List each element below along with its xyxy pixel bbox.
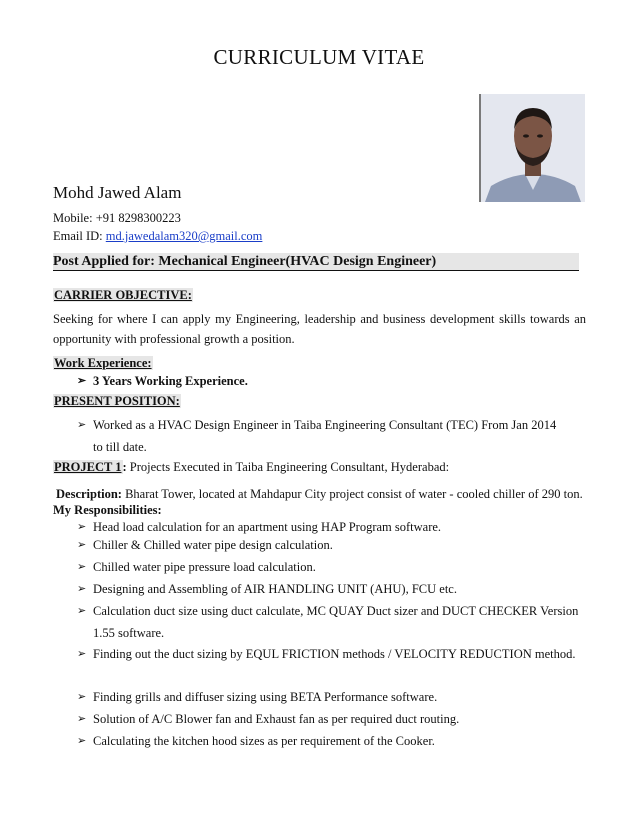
mobile-line <box>53 211 181 226</box>
candidate-name: Mohd Jawed Alam <box>53 183 182 202</box>
arrowhead-bullet-icon: ➢ <box>77 561 87 573</box>
list-item <box>77 708 585 730</box>
experience-heading <box>53 356 153 371</box>
project-line <box>53 460 449 475</box>
list-item-text: Head load calculation for an apartment using HAP Program software. <box>93 520 442 534</box>
present-heading <box>53 394 181 409</box>
mobile-label: Mobile: <box>53 211 93 225</box>
description-label: Description: <box>56 487 122 501</box>
arrowhead-bullet-icon: ➢ <box>77 419 87 431</box>
email-line <box>53 229 262 244</box>
objective-heading-text: CARRIER OBJECTIVE: <box>54 288 192 302</box>
experience-heading-text: Work Experience: <box>54 356 152 370</box>
list-item-text: Chiller & Chilled water pipe design calculation. <box>93 538 333 552</box>
list-item <box>77 578 585 600</box>
experience-item <box>77 370 585 392</box>
list-item-text: Designing and Assembling of AIR HANDLING UNIT (AHU), FCU etc. <box>93 582 457 596</box>
list-item-text: Calculation duct size using duct calculate, MC QUAY Duct sizer and DUCT CHECKER Version 1.55 software. <box>93 604 579 640</box>
list-item-text: Chilled water pipe pressure load calculation. <box>93 560 316 574</box>
profile-photo <box>479 94 585 202</box>
list-item <box>77 730 585 752</box>
list-item <box>77 600 585 644</box>
experience-item-text: 3 Years Working Experience. <box>93 374 248 388</box>
arrowhead-bullet-icon: ➢ <box>77 521 87 533</box>
description-line <box>56 487 583 502</box>
arrowhead-bullet-icon: ➢ <box>77 605 87 617</box>
arrowhead-bullet-icon: ➢ <box>77 583 87 595</box>
arrowhead-bullet-icon: ➢ <box>77 691 87 703</box>
present-item-text: Worked as a HVAC Design Engineer in Taiba Engineering Consultant (TEC) From Jan 2014 to till date. <box>93 418 557 454</box>
arrowhead-bullet-icon: ➢ <box>77 648 87 660</box>
profile-photo-image <box>481 94 585 202</box>
list-item-text: Calculating the kitchen hood sizes as per requirement of the Cooker. <box>93 734 435 748</box>
responsibilities-heading: My Responsibilities: <box>53 503 162 517</box>
list-item-text: Finding out the duct sizing by EQUL FRICTION methods / VELOCITY REDUCTION method. <box>93 647 576 661</box>
list-item <box>77 643 585 665</box>
present-heading-text: PRESENT POSITION: <box>54 394 180 408</box>
arrowhead-bullet-icon: ➢ <box>77 713 87 725</box>
project-colon: : <box>122 460 127 474</box>
description-text: Bharat Tower, located at Mahdapur City project consist of water - cooled chiller of 290 ton. <box>121 487 583 501</box>
project-text: Projects Executed in Taiba Engineering Consultant, Hyderabad: <box>126 460 450 474</box>
project-heading: PROJECT 1 <box>54 460 122 474</box>
email-link[interactable]: md.jawedalam320@gmail.com <box>105 229 263 243</box>
list-item-text: Finding grills and diffuser sizing using BETA Performance software. <box>93 690 438 704</box>
mobile-number: +91 8298300223 <box>95 211 181 225</box>
list-item <box>77 686 585 708</box>
list-item <box>77 534 585 556</box>
arrowhead-bullet-icon: ➢ <box>77 539 87 551</box>
list-item-text: Solution of A/C Blower fan and Exhaust fan as per required duct routing. <box>93 712 460 726</box>
arrowhead-bullet-icon: ➢ <box>77 735 87 747</box>
email-label: Email ID: <box>53 229 103 243</box>
objective-text: Seeking for where I can apply my Engineering, leadership and business development skills towards an opportunity with professional growth a position. <box>53 312 586 346</box>
objective-heading <box>53 288 193 303</box>
list-item <box>77 556 585 578</box>
arrowhead-bullet-icon: ➢ <box>77 375 87 387</box>
present-item <box>77 414 563 458</box>
post-applied-banner: Post Applied for: Mechanical Engineer(HVAC Design Engineer) <box>53 253 579 271</box>
document-title: CURRICULUM VITAE <box>213 45 425 69</box>
